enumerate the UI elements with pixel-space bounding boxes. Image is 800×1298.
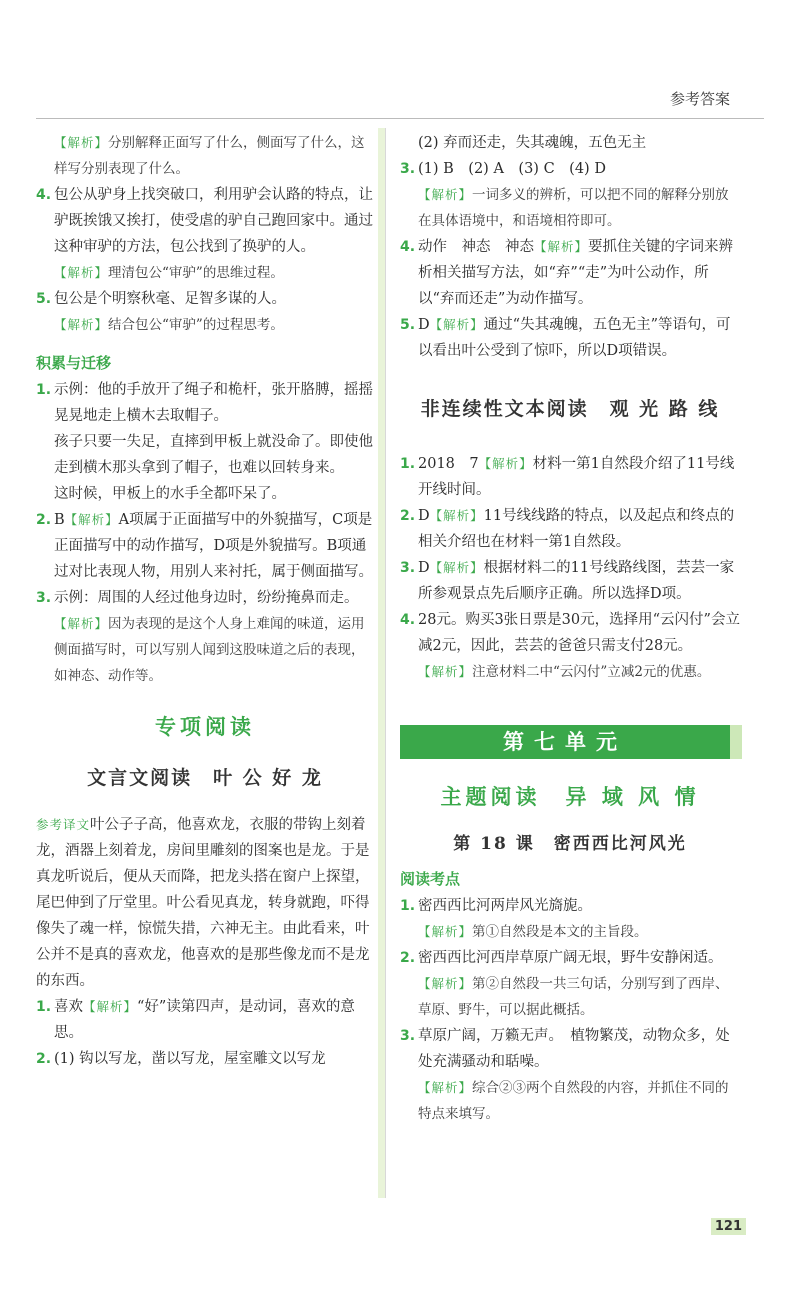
answer-item-3: 3. 示例：周围的人经过他身边时，纷纷掩鼻而走。 (36, 590, 359, 606)
answer-item-2: 2. D【解析】11号线线路的特点，以及起点和终点的相关介绍也在材料一第1自然段。 (400, 508, 735, 550)
section-label: 阅读考点 (400, 870, 461, 888)
analysis-note: 【解析】注意材料二中“云闪付”立减2元的优惠。 (418, 664, 711, 680)
answer-item-3: 3. (1) B (2) A (3) C (4) D (400, 161, 606, 177)
answer-item-2: 2. B【解析】A项属于正面描写中的外貌描写，C项是正面描写中的动作描写，D项是外貌描写。B项通过对比表现人物，用别人来衬托，属于侧面描写。 (36, 512, 373, 580)
reading-title: 非连续性文本阅读 观 光 路 线 (420, 398, 720, 420)
answer-item-3: 3. D【解析】根据材料二的11号线路线图，芸芸一家所参观景点先后顺序正确。所以选择D项。 (400, 560, 735, 602)
theme-title: 主题阅读 异 域 风 情 (440, 785, 700, 809)
answer-item-5: 5. D【解析】通过“失其魂魄，五色无主”等语句，可以看出叶公受到了惊吓，所以D项错误。 (400, 317, 731, 359)
answer-item-2: 2. (1) 钩以写龙，凿以写龙，屋室雕文以写龙 (36, 1051, 326, 1067)
unit-banner: 第七单元 (400, 725, 742, 759)
reading-title: 文言文阅读 叶 公 好 龙 (87, 767, 323, 789)
page-header-title: 参考答案 (669, 90, 730, 108)
analysis-note: 【解析】综合②③两个自然段的内容，并抓住不同的特点来填写。 (418, 1080, 729, 1122)
analysis-note: 【解析】第①自然段是本文的主旨段。 (418, 924, 648, 940)
answer-text: (2) 弃而还走，失其魂魄，五色无主 (418, 135, 647, 151)
answer-text: 孩子只要一失足，直摔到甲板上就没命了。即使他走到横木那头拿到了帽子，也难以回转身来。 (54, 434, 373, 476)
section-title: 专项阅读 (155, 715, 255, 739)
answer-item-1: 1. 示例：他的手放开了绳子和桅杆，张开胳膊，摇摇晃晃地走上横木去取帽子。 (36, 382, 373, 424)
answer-item-5: 5. 包公是个明察秋毫、足智多谋的人。 (36, 291, 286, 307)
lesson-title: 第 18 课 密西西比河风光 (453, 834, 687, 854)
analysis-note: 【解析】第②自然段一共三句话，分别写到了西岸、草原、野牛，可以据此概括。 (418, 976, 729, 1018)
right-column (400, 130, 740, 1127)
analysis-note: 【解析】因为表现的是这个人身上难闻的味道，运用侧面描写时，可以写别人闻到这股味道之后的表现，如神态、动作等。 (54, 616, 365, 684)
answer-item-3: 3. 草原广阔，万籁无声。 植物繁茂，动物众多，处处充满骚动和聒噪。 (400, 1028, 730, 1070)
answer-item-4: 4. 动作 神态 神态【解析】要抓住关键的字词来辨析相关描写方法，如“弃”“走”为叶公动作，所以“弃而还走”为动作描写。 (400, 239, 734, 307)
answer-item-2: 2. 密西西比河西岸草原广阔无垠，野牛安静闲适。 (400, 950, 723, 966)
answer-item-4: 4. 28元。购买3张日票是30元，选择用“云闪付”会立减2元，因此，芸芸的爸爸只需支付28元。 (400, 612, 740, 654)
analysis-note: 【解析】一词多义的辨析，可以把不同的解释分别放在具体语境中，和语境相符即可。 (418, 187, 729, 229)
answer-item-1: 1. 喜欢【解析】“好”读第四声，是动词，喜欢的意思。 (36, 999, 355, 1041)
analysis-note: 【解析】理清包公“审驴”的思维过程。 (54, 265, 284, 281)
section-label: 积累与迁移 (36, 354, 112, 372)
column-divider (385, 128, 386, 1198)
answer-item-1: 1. 2018 7【解析】材料一第1自然段介绍了11号线开线时间。 (400, 456, 735, 498)
answer-item-4: 4. 包公从驴身上找突破口，利用驴会认路的特点，让驴既挨饿又挨打，使受虐的驴自己跑回家中。通过这种审驴的方法，包公找到了换驴的人。 (36, 187, 373, 255)
header-rule (36, 118, 764, 119)
page-number: 121 (711, 1218, 746, 1235)
answer-text: 这时候，甲板上的水手全都吓呆了。 (54, 486, 286, 502)
analysis-note: 【解析】结合包公“审驴”的过程思考。 (54, 317, 284, 333)
left-column (36, 130, 374, 1072)
translation-text: 参考译文叶公子子高，他喜欢龙，衣服的带钩上刻着龙，酒器上刻着龙，房间里雕刻的图案也是龙。于是真龙听说后，便从天而降，把龙头搭在窗户上探望，尾巴伸到了厅堂里。叶公看见真龙，转身就跑，吓得像失了魂一样，惊慌失措，六神无主。由此看来，叶公并不是真的喜欢龙，他喜欢的是那些像龙而不是龙的东西。 (36, 817, 370, 989)
answer-item-1: 1. 密西西比河两岸风光旖旎。 (400, 898, 592, 914)
analysis-note: 【解析】分别解释正面写了什么，侧面写了什么，这样写分别表现了什么。 (54, 135, 365, 177)
